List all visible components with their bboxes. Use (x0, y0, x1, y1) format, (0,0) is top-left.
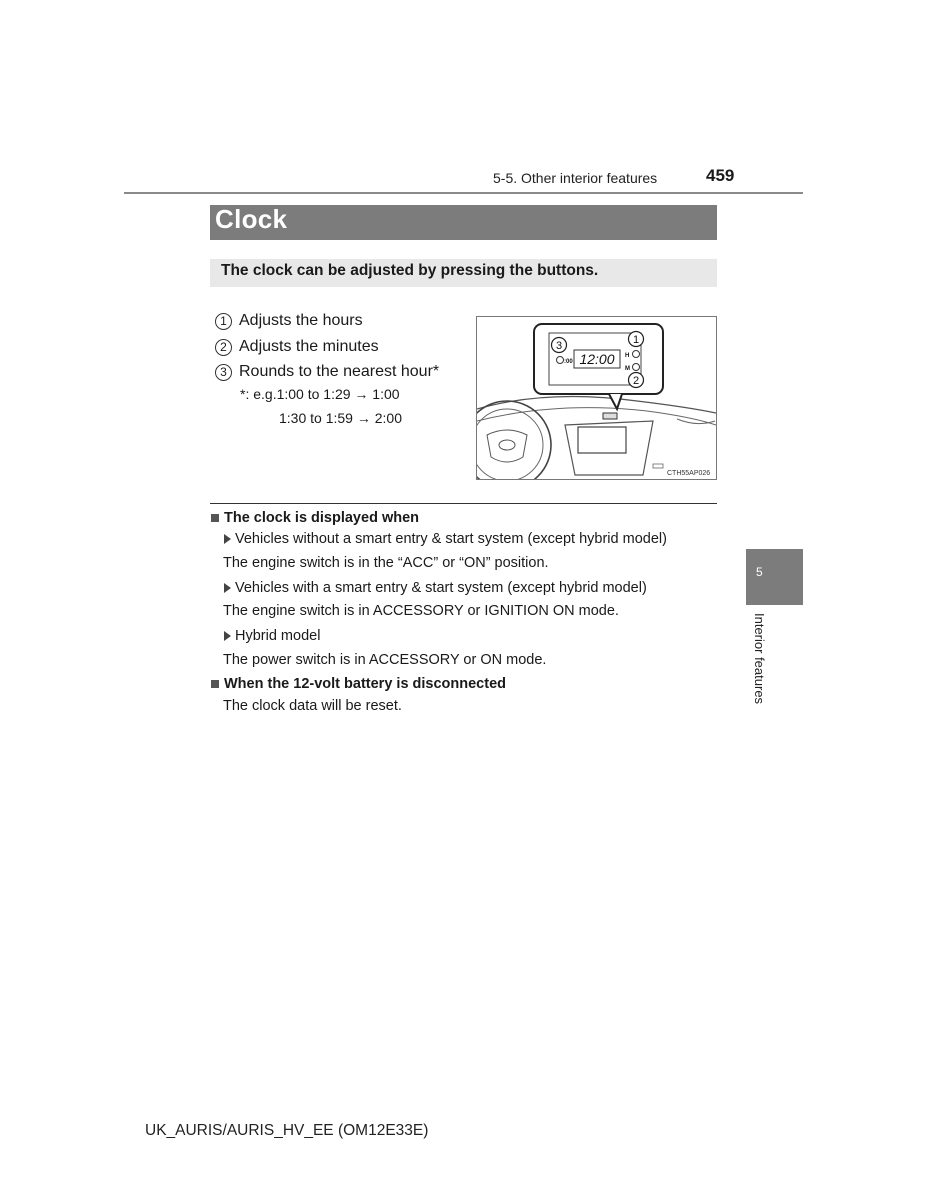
dashboard-drawing (477, 317, 716, 479)
heading-text: The clock is displayed when (224, 510, 420, 526)
callout-number: 2 (215, 339, 232, 356)
intro-text: The clock can be adjusted by pressing the buttons. (221, 262, 599, 279)
condition-text: Hybrid model (235, 628, 321, 644)
heading-battery (211, 676, 506, 692)
footnote-line-1: *: e.g.1:00 to 1:29 → 1:00 (240, 386, 400, 402)
condition-no-smart-entry (224, 531, 667, 547)
callout-minutes (215, 338, 379, 356)
condition-text: Vehicles with a smart entry & start system (except hybrid model) (235, 580, 647, 596)
triangle-bullet-icon (224, 631, 231, 641)
callout-text: Adjusts the minutes (239, 338, 379, 355)
illus-number-1: 1 (632, 334, 640, 346)
callout-hours (215, 312, 363, 330)
callout-text: Rounds to the nearest hour* (239, 363, 440, 380)
callout-number: 3 (215, 364, 232, 381)
section-divider (210, 503, 717, 504)
page-title: Clock (215, 204, 288, 234)
illustration-code: CTH55AP026 (667, 470, 711, 477)
label-hour: H (625, 353, 630, 359)
heading-displayed-when (211, 510, 419, 526)
page-number: 459 (706, 166, 735, 185)
condition-smart-entry (224, 580, 647, 596)
square-bullet-icon (211, 680, 219, 688)
callout-number: 1 (215, 313, 232, 330)
header-divider (124, 192, 803, 194)
square-bullet-icon (211, 514, 219, 522)
footer-code: UK_AURIS/AURIS_HV_EE (OM12E33E) (145, 1122, 429, 1139)
footnote-line-2: 1:30 to 1:59 → 2:00 (279, 410, 402, 426)
illus-number-3: 3 (555, 340, 563, 352)
illus-number-2: 2 (632, 375, 640, 387)
condition-hybrid (224, 628, 320, 644)
detail-smart-entry: The engine switch is in ACCESSORY or IGNITION ON mode. (223, 603, 619, 619)
lcd-time: 12:00 (579, 351, 615, 367)
detail-no-smart-entry: The engine switch is in the “ACC” or “ON” position. (223, 555, 549, 571)
condition-text: Vehicles without a smart entry & start system (except hybrid model) (235, 531, 667, 547)
callout-text: Adjusts the hours (239, 312, 363, 329)
chapter-number: 5 (756, 565, 763, 579)
chapter-label: Interior features (752, 613, 767, 705)
triangle-bullet-icon (224, 583, 231, 593)
callout-round (215, 363, 439, 381)
clock-illustration (476, 316, 717, 480)
chapter-tab (746, 549, 803, 605)
triangle-bullet-icon (224, 534, 231, 544)
detail-hybrid: The power switch is in ACCESSORY or ON mode. (223, 652, 547, 668)
section-label: 5-5. Other interior features (493, 170, 658, 186)
heading-text: When the 12-volt battery is disconnected (224, 676, 506, 692)
battery-text: The clock data will be reset. (223, 698, 402, 714)
label-round: :00 (564, 359, 573, 365)
label-minute: M (625, 366, 630, 372)
